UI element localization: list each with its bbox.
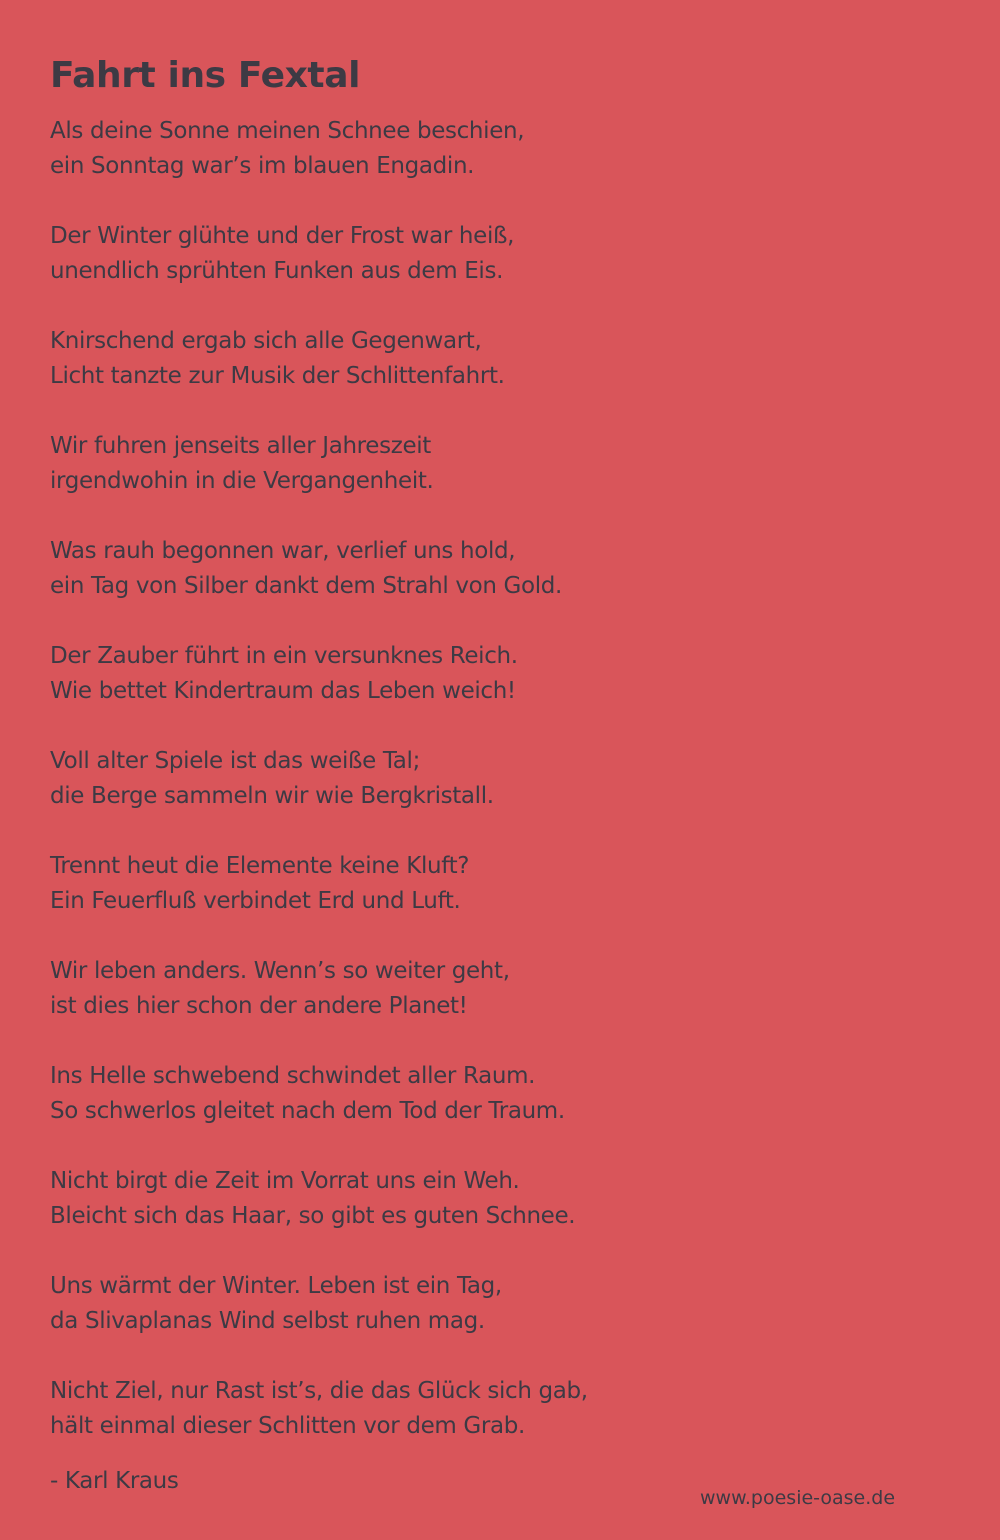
stanza (50, 1164, 950, 1234)
poem-line: Der Zauber führt in ein versunknes Reich. (50, 643, 518, 669)
website-url: www.poesie-oase.de (700, 1487, 896, 1509)
poem-line: Licht tanzte zur Musik der Schlittenfahrt. (50, 363, 505, 389)
poem-line: Nicht Ziel, nur Rast ist’s, die das Glück sich gab, (50, 1378, 588, 1404)
stanza (50, 429, 950, 499)
poem-line: da Slivaplanas Wind selbst ruhen mag. (50, 1308, 485, 1334)
poem-line: ein Sonntag war’s im blauen Engadin. (50, 153, 475, 179)
stanza (50, 1374, 950, 1444)
stanza (50, 534, 950, 604)
poem-line: ein Tag von Silber dankt dem Strahl von Gold. (50, 573, 562, 599)
poem-line: Als deine Sonne meinen Schnee beschien, (50, 118, 525, 144)
poem-line: Trennt heut die Elemente keine Kluft? (50, 853, 470, 879)
poem-line: So schwerlos gleitet nach dem Tod der Traum. (50, 1098, 565, 1124)
poem-card (50, 52, 950, 1499)
poem-line: Uns wärmt der Winter. Leben ist ein Tag, (50, 1273, 502, 1299)
stanza (50, 1059, 950, 1129)
poem-line: hält einmal dieser Schlitten vor dem Grab. (50, 1413, 525, 1439)
poem-line: Nicht birgt die Zeit im Vorrat uns ein Weh. (50, 1168, 520, 1194)
poem-line: Ein Feuerfluß verbindet Erd und Luft. (50, 888, 461, 914)
poem-line: Wir leben anders. Wenn’s so weiter geht, (50, 958, 510, 984)
stanza (50, 744, 950, 814)
poem-line: Bleicht sich das Haar, so gibt es guten Schnee. (50, 1203, 576, 1229)
poem-line: ist dies hier schon der andere Planet! (50, 993, 468, 1019)
poem-line: Wie bettet Kindertraum das Leben weich! (50, 678, 516, 704)
poem-line: Ins Helle schwebend schwindet aller Raum. (50, 1063, 536, 1089)
poem-line: Der Winter glühte und der Frost war heiß, (50, 223, 515, 249)
stanza (50, 639, 950, 709)
poem-line: Wir fuhren jenseits aller Jahreszeit (50, 433, 431, 459)
stanza (50, 849, 950, 919)
stanza (50, 219, 950, 289)
poem-author: - Karl Kraus (50, 1468, 179, 1494)
poem-line: unendlich sprühten Funken aus dem Eis. (50, 258, 504, 284)
stanza (50, 114, 950, 184)
stanza (50, 954, 950, 1024)
poem-body (50, 114, 950, 1444)
poem-line: Knirschend ergab sich alle Gegenwart, (50, 328, 482, 354)
poem-line: irgendwohin in die Vergangenheit. (50, 468, 434, 494)
poem-title: Fahrt ins Fextal (50, 55, 361, 96)
stanza (50, 324, 950, 394)
stanza (50, 1269, 950, 1339)
poem-line: die Berge sammeln wir wie Bergkristall. (50, 783, 494, 809)
poem-line: Was rauh begonnen war, verlief uns hold, (50, 538, 516, 564)
poem-line: Voll alter Spiele ist das weiße Tal; (50, 748, 420, 774)
